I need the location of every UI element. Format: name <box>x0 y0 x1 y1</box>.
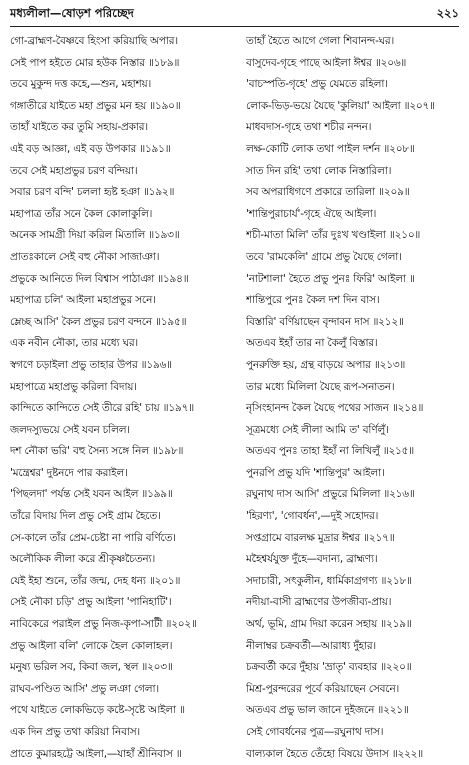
verse-line: 'মন্ত্রেশ্বর' দুষ্টনদে পার করাইল। <box>10 466 128 479</box>
verse-line: প্রভুকে আনিতে দিল বিশ্বাস পাঠাঞা ॥১৯৪॥ <box>10 272 189 285</box>
verse-line: লোক-ভিড়-ভয়ে যৈছে 'কুলিয়া' আইলা ॥২০৭॥ <box>246 99 435 112</box>
verse-line: এই বড় আজ্ঞা, এই বড় উপকার ॥১৯১॥ <box>10 142 171 155</box>
verse-line: প্রাতে কুমারহট্টে আইলা,—যাহাঁ শ্রীনিবাস ॥ <box>10 747 182 760</box>
verse-line: পুনরপি প্রভু যদি 'শান্তিপুর' আইলা। <box>246 466 385 479</box>
verse-line: মহাপাত্র চলি' আইলা মহাপ্রভুর সনে। <box>10 294 156 307</box>
verse-line: 'নাটশালা' হৈতে প্রভু পুনঃ ফিরি' আইলা ॥ <box>246 272 415 285</box>
verse-line: ম্লেচ্ছ আসি' কৈল প্রভুর চরণ বন্দনে ॥১৯৫॥ <box>10 315 187 328</box>
verse-line: পুনরুক্তি হয়, গ্রন্থ বাড়য়ে অপার ॥২১৩॥ <box>246 358 406 371</box>
verse-line: তাহাঁ হৈতে আগে গেলা শিবানন্দ-ঘর। <box>246 35 395 47</box>
verse-line: জলদস্যুভয়ে সেই যবন চলিল। <box>10 423 130 436</box>
verse-line: রাঘব-পণ্ডিত আসি' প্রভু লঞা গেলা। <box>10 682 159 695</box>
verse-line: তার মধ্যে মিলিলা যৈছে রূপ-সনাতন। <box>246 380 395 393</box>
right-verse-column <box>246 31 462 765</box>
verse-line: চক্রবর্তী করে দুঁহায় 'ভ্রাতৃ' ব্যবহার ॥২২০॥ <box>246 661 412 674</box>
verse-line: 'শান্তিপুরাচার্য'-গৃহে ঐছে আইলা। <box>246 207 377 220</box>
verse-line: মনুষ্য ভরিল সব, কিবা জল, স্থল ॥২০৩॥ <box>10 661 173 674</box>
verse-line: যেই ইহা শুনে, তাঁর জন্ম, দেহ ধন্য ॥২০১॥ <box>10 574 181 587</box>
verse-line: দশ নৌকা ভরি' বহু সৈন্য সঙ্গে নিল ॥১৯৮॥ <box>10 445 184 458</box>
verse-line: মিশ্র-পুরন্দরের পূর্বে করিয়াছেন সেবনে। <box>246 682 400 695</box>
chapter-title: মধ্যলীলা—ষোড়শ পরিচ্ছেদ <box>10 5 134 20</box>
verse-line: গো-ব্রাহ্মণ-বৈষ্ণবে হিংসা করিয়াছি অপার। <box>10 35 178 47</box>
verse-line: শান্তিপুরে পুনঃ কৈল দশ দিন বাস। <box>246 294 380 307</box>
verse-line: প্রভু আইলা বলি' লোকে হৈল কোলাহল। <box>10 639 173 652</box>
verse-line: তাহাঁ যাইতে কর তুমি সহায়-প্রকার। <box>10 121 148 134</box>
verse-line: মহাপাত্র তাঁর সনে কৈল কোলাকুলি। <box>10 207 153 220</box>
verse-line: এক দিন প্রভু তথা করিয়া নিবাস। <box>10 726 141 738</box>
verse-line: মহৈশ্বর্যযুক্ত দুঁহে—বদান্য, ব্রাহ্মণ্য। <box>246 553 378 566</box>
verse-line: সেই পাপ হইতে মোর হউক নিস্তার ॥১৮৯॥ <box>10 56 180 69</box>
verse-line: তবে 'রামকেলি' গ্রামে প্রভু যৈছে গেলা। <box>246 250 402 263</box>
verse-line: মহাপাত্রে মহাপ্রভু করিলা বিদায়। <box>10 380 137 393</box>
verse-line: প্রাতঃকালে সেই বহু নৌকা সাজাঞা। <box>10 250 160 263</box>
verse-line: সেই গোবর্ধনের পুত্র—রঘুনাথ দাস। <box>246 726 384 738</box>
verse-line: অতএব পুনঃ তাহা ইহাঁ না লিখিলুঁ ॥২১৫॥ <box>246 445 414 458</box>
verse-line: অতএব ইহাঁ তার না কৈলুঁ বিস্তার। <box>246 337 378 350</box>
verse-line: বাল্যকাল হৈতে তেঁহো বিষয়ে উদাস ॥২২২॥ <box>246 747 424 760</box>
verse-line: 'হিরণ্য', 'গোবর্ধন',—দুই সহোদর। <box>246 510 379 523</box>
verse-line: তাঁরে বিদায় দিল প্রভু সেই গ্রাম হৈতে। <box>10 510 161 523</box>
verse-line: নাবিকেরে পরাইল প্রভু নিজ-কৃপা-সাটী ॥২০২॥ <box>10 618 197 631</box>
verse-line: রঘুনাথ দাস আসি' প্রভুরে মিলিলা ॥২১৬॥ <box>246 488 415 501</box>
verse-line: সেই নৌকা চড়ি' প্রভু আইলা 'পানিহাটি'। <box>10 596 172 609</box>
verse-line: অতএব প্রভু ভাল জানে দুইজনে ॥২২১॥ <box>246 704 409 717</box>
verse-line: নদীয়া-বাসী ব্রাহ্মণের উপজীব্য-প্রায়। <box>246 596 392 609</box>
verse-line: এক নবীন নৌকা, তার মধ্যে ঘর। <box>10 337 138 350</box>
verse-line: স্বগণে চড়াইলা প্রভু তাহার উপর ॥১৯৬॥ <box>10 358 172 371</box>
verse-line: গঙ্গাতীরে যাইতে মহা প্রভুর মন হয় ॥১৯০॥ <box>10 99 181 112</box>
verse-line: মাধবদাস-গৃহে তথা শচীর নন্দন। <box>246 121 372 134</box>
verse-line: শচী-মাতা মিলি' তাঁর দুঃখ খণ্ডাইলা ॥২১০॥ <box>246 229 421 242</box>
verse-line: সপ্তগ্রামে বারলক্ষ মুদ্রার ঈশ্বর ॥২১৭॥ <box>246 531 395 544</box>
verse-line: অনেক সামগ্রী দিয়া করিল মিতালি ॥১৯৩॥ <box>10 229 180 242</box>
left-verse-column <box>10 31 242 765</box>
verse-line: কান্দিতে কান্দিতে সেই তীরে রহি' চায় ॥১৯৭॥ <box>10 402 194 415</box>
verse-line: সবার চরণ বন্দি' চললা হৃষ্ট হঞা ॥১৯২॥ <box>10 186 175 199</box>
verse-line: সে-কালে তাঁর প্রেম-চেষ্টা না পারি বর্ণিতে। <box>10 531 176 544</box>
verse-line: অলৌকিক লীলা করে শ্রীকৃষ্ণচৈতন্য। <box>10 553 156 566</box>
verse-line: তবে মুকুন্দ দত্ত কহে,—শুন, মহাশয়। <box>10 78 152 91</box>
verse-line: বিস্তারি' বর্ণিয়াছেন বৃন্দাবন দাস ॥২১২॥ <box>246 315 404 328</box>
verse-line: লক্ষ-কোটি লোক তথা পাইল দর্শন ॥২০৮॥ <box>246 142 415 155</box>
verse-line: সদাচারী, সৎকুলীন, ধার্মিকাগ্রগণ্য ॥২১৮॥ <box>246 574 412 587</box>
verse-line: নৃসিংহানন্দ কৈল যৈছে পথের সাজন ॥২১৪॥ <box>246 402 424 415</box>
verse-line: 'পিছলদা' পর্যন্ত সেই যবন আইল ॥১৯৯॥ <box>10 488 173 501</box>
verse-line: সাত দিন রহি' তথা লোক নিস্তারিলা। <box>246 164 392 177</box>
verse-line: সব অপরাধিগণে প্রকারে তারিলা ॥২০৯॥ <box>246 186 410 199</box>
page-header <box>10 4 459 24</box>
verse-line: 'বাচস্পতি-গৃহে' প্রভু যেমতে রহিলা। <box>246 78 388 91</box>
page-number: ২২১ <box>436 5 459 20</box>
verse-line: তবে সেই মহাপ্রভুর চরণ বন্দিয়া। <box>10 164 138 177</box>
header-divider <box>10 26 459 27</box>
verse-line: অর্থ, ভূমি, গ্রাম দিয়া করেন সহায় ॥২১৯॥ <box>246 618 412 631</box>
verse-line: পথে যাইতে লোকভিড়ে কষ্টে-সৃষ্টে আইলা ॥ <box>10 704 185 717</box>
verse-line: সূত্রমধ্যে সেই লীলা আমি ত' বর্ণিলুঁ। <box>246 423 389 436</box>
verse-line: বাসুদেব-গৃহে পাছে আইলা ঈশ্বর ॥২০৬॥ <box>246 56 407 69</box>
verse-line: নীলাম্বর চক্রবর্তী—আরাধ্য দুঁহার। <box>246 639 376 652</box>
